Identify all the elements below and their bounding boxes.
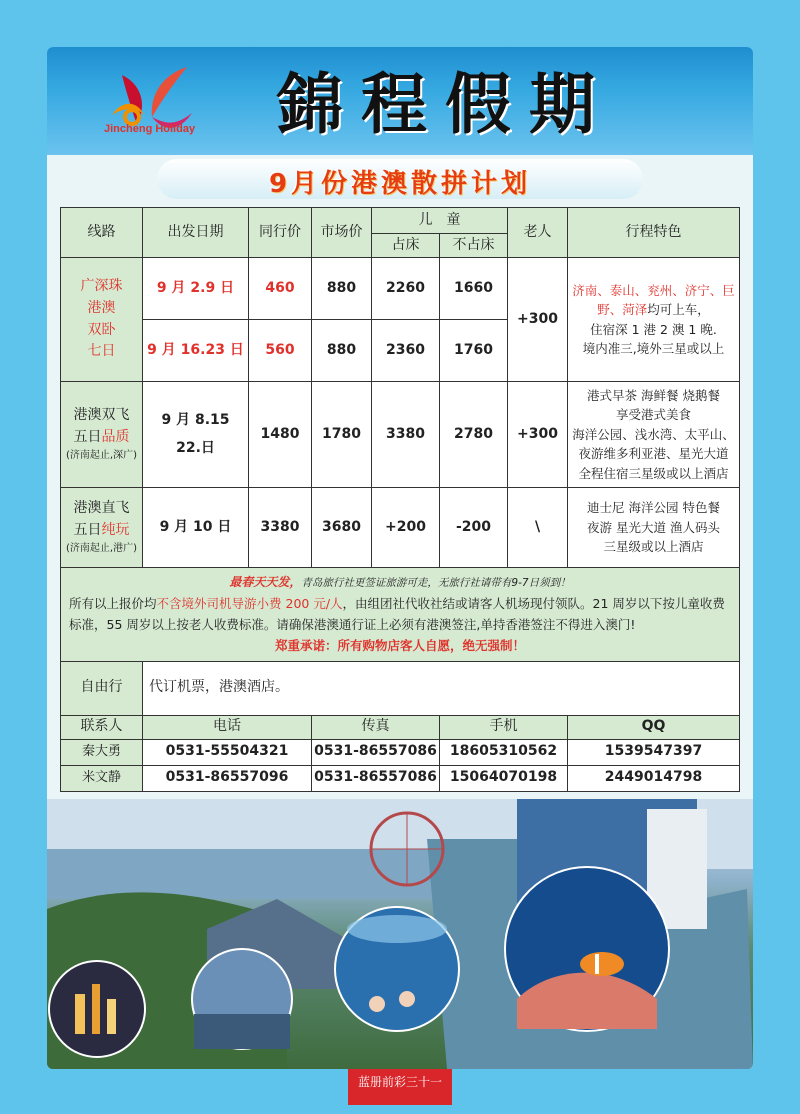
table-row <box>61 258 740 320</box>
child-nobed-cell: 1660 <box>440 258 508 320</box>
tour-table <box>60 207 740 792</box>
date-cell: 9 月 16.23 日 <box>143 320 249 382</box>
scenery-illustration <box>47 799 753 1069</box>
route-cell: 港澳直飞 五日纯玩 (济南起止,港广) <box>61 488 143 568</box>
header-elder: 老人 <box>508 208 568 258</box>
header-route: 线路 <box>61 208 143 258</box>
contact-header-name: 联系人 <box>61 715 143 739</box>
route-cell: 广深珠 港澳 双卧 七日 <box>61 258 143 382</box>
contact-header-row <box>61 715 740 739</box>
child-bed-cell: 3380 <box>372 382 440 488</box>
header-child-bed: 占床 <box>372 234 440 258</box>
features-cell: 济南、泰山、兖州、济宁、巨野、菏泽均可上车， 住宿深 1 港 2 澳 1 晚. 境内准三,境外三星或以上 <box>568 258 740 382</box>
child-bed-cell: 2360 <box>372 320 440 382</box>
date-cell: 9 月 2.9 日 <box>143 258 249 320</box>
header-features: 行程特色 <box>568 208 740 258</box>
promise-text: 郑重承诺：所有购物店客人自愿，绝无强制！ <box>274 638 525 654</box>
contact-row <box>61 739 740 765</box>
contact-fax: 0531-86557086 <box>312 739 440 765</box>
market-price-cell: 3680 <box>312 488 372 568</box>
child-bed-cell: +200 <box>372 488 440 568</box>
date-cell: 9 月 10 日 <box>143 488 249 568</box>
contact-qq: 1539547397 <box>568 739 740 765</box>
features-cell: 迪士尼 海洋公园 特色餐 夜游 星光大道 渔人码头 三星级或以上酒店 <box>568 488 740 568</box>
header-banner <box>47 47 753 155</box>
flyer-page <box>47 47 753 1069</box>
contact-mobile: 18605310562 <box>440 739 568 765</box>
peer-price-cell: 460 <box>249 258 312 320</box>
scenery-collage <box>47 799 753 1069</box>
contact-fax: 0531-86557086 <box>312 765 440 791</box>
free-travel-label: 自由行 <box>61 661 143 715</box>
market-price-cell: 1780 <box>312 382 372 488</box>
child-nobed-cell: 1760 <box>440 320 508 382</box>
free-travel-row <box>61 661 740 715</box>
child-nobed-cell: -200 <box>440 488 508 568</box>
child-nobed-cell: 2780 <box>440 382 508 488</box>
table-row <box>61 382 740 488</box>
subtitle: 9月份港澳散拼计划 <box>268 169 532 199</box>
logo-text: Jincheng Holiday <box>104 123 196 135</box>
contact-phone: 0531-55504321 <box>143 739 312 765</box>
notice-row <box>61 568 740 662</box>
peer-price-cell: 3380 <box>249 488 312 568</box>
contact-header-fax: 传真 <box>312 715 440 739</box>
elder-cell: +300 <box>508 382 568 488</box>
peer-price-cell: 560 <box>249 320 312 382</box>
contact-header-mobile: 手机 <box>440 715 568 739</box>
header-child-nobed: 不占床 <box>440 234 508 258</box>
contact-row <box>61 765 740 791</box>
contact-name: 秦大勇 <box>61 739 143 765</box>
notice-text: 所有以上报价均不含境外司机导游小费 200 元/人，由组团社代收社结或请客人机场现付领队。21 周岁以下按儿童收费标准，55 周岁以上按老人收费标准。请确保港澳通行证上必须有港澳签注,单持香港签注不得进入澳门! <box>69 595 725 633</box>
features-cell: 港式早茶 海鲜餐 烧鹅餐 享受港式美食 海洋公园、浅水湾、太平山、 夜游维多利亚港、星光大道 全程住宿三星级或以上酒店 <box>568 382 740 488</box>
contact-qq: 2449014798 <box>568 765 740 791</box>
header-child: 儿 童 <box>372 208 508 234</box>
header-market-price: 市场价 <box>312 208 372 258</box>
footer-page-tag: 蓝册前彩三十一 <box>348 1069 452 1105</box>
contact-name: 米文静 <box>61 765 143 791</box>
header-date: 出发日期 <box>143 208 249 258</box>
table-header-row <box>61 208 740 234</box>
route-cell: 港澳双飞 五日品质 (济南起止,深广) <box>61 382 143 488</box>
peer-price-cell: 1480 <box>249 382 312 488</box>
elder-cell: \ <box>508 488 568 568</box>
contact-mobile: 15064070198 <box>440 765 568 791</box>
table-row <box>61 488 740 568</box>
brand-title: 錦程假期 <box>277 65 613 143</box>
contact-header-phone: 电话 <box>143 715 312 739</box>
market-price-cell: 880 <box>312 320 372 382</box>
header-peer-price: 同行价 <box>249 208 312 258</box>
contact-header-qq: QQ <box>568 715 740 739</box>
notice-cell: 最春天天发，青岛旅行社更签证旅游可走，无旅行社请带有9-7日须到！ 所有以上报价均不含境外司机导游小费 200 元/人，由组团社代收社结或请客人机场现付领队。21 周岁以下按儿童收费标准，55 周岁以上按老人收费标准。请确保港澳通行证上必须有港澳签注,单持香港签注不得进入澳门! 郑重承诺：所有购物店客人自愿，绝无强制！ <box>61 568 740 662</box>
elder-cell: +300 <box>508 258 568 382</box>
contact-phone: 0531-86557096 <box>143 765 312 791</box>
child-bed-cell: 2260 <box>372 258 440 320</box>
market-price-cell: 880 <box>312 258 372 320</box>
free-travel-text: 代订机票，港澳酒店。 <box>143 661 740 715</box>
date-cell: 9 月 8.15 22.日 <box>143 382 249 488</box>
